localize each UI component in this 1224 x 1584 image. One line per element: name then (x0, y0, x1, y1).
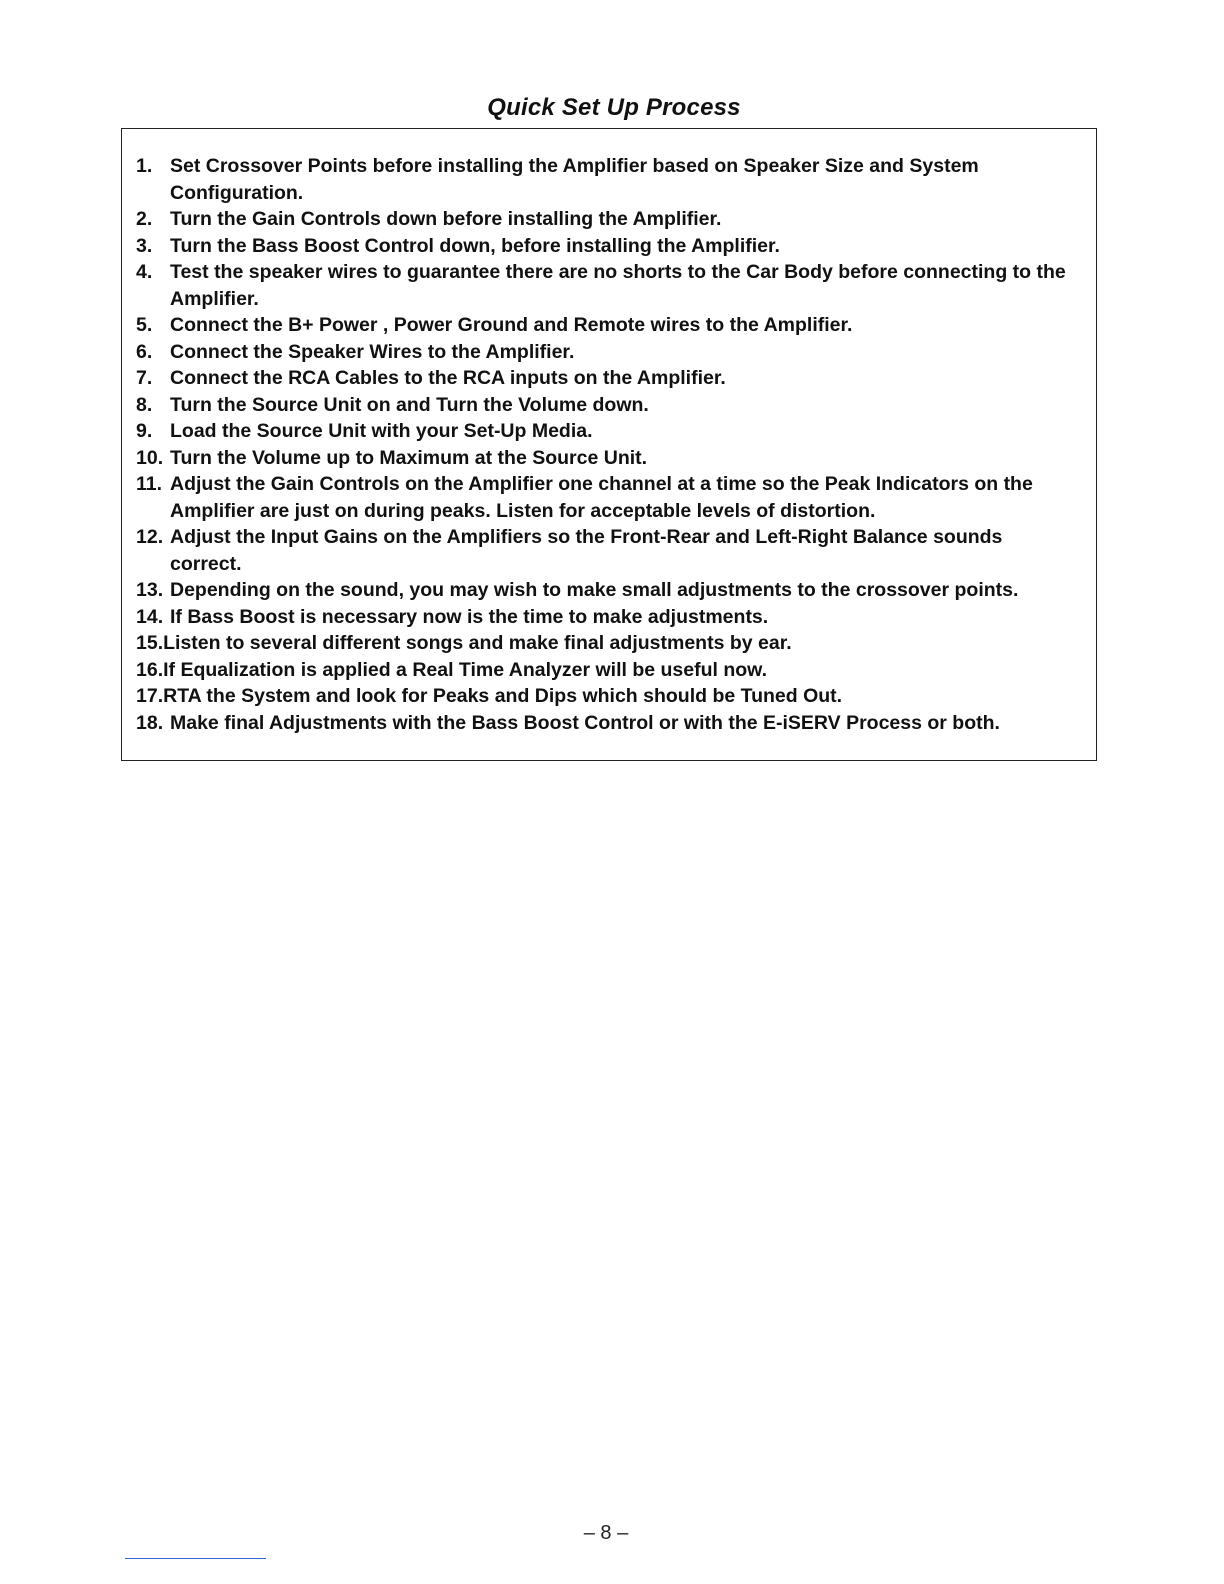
step-text: Turn the Bass Boost Control down, before installing the Amplifier. (170, 234, 780, 257)
step-number: 9. (136, 420, 153, 442)
step-text: Turn the Source Unit on and Turn the Volume down. (170, 393, 649, 416)
step-item (136, 604, 1076, 631)
step-item (136, 577, 1076, 604)
step-item (136, 365, 1076, 392)
step-item (136, 683, 1076, 710)
step-text: Make final Adjustments with the Bass Boost Control or with the E-iSERV Process or both. (170, 711, 1000, 734)
step-item (136, 233, 1076, 260)
steps-box (121, 128, 1097, 761)
step-item (136, 206, 1076, 233)
step-item (136, 710, 1076, 737)
step-item (136, 657, 1076, 684)
step-item (136, 392, 1076, 419)
step-number: 15. (136, 632, 164, 654)
step-number: 3. (136, 234, 153, 257)
footer-rule (125, 1558, 266, 1559)
step-number: 7. (136, 367, 153, 389)
step-number: 16. (136, 658, 164, 681)
step-number: 2. (136, 208, 153, 230)
step-item (136, 630, 1076, 657)
step-text: Test the speaker wires to guarantee there are no shorts to the Car Body before connecting to the Amplifier. (170, 261, 1066, 310)
step-text: Turn the Volume up to Maximum at the Source Unit. (170, 446, 648, 469)
step-number: 8. (136, 393, 153, 416)
step-number: 5. (136, 314, 153, 336)
step-item (136, 471, 1076, 524)
step-text: RTA the System and look for Peaks and Dips which should be Tuned Out. (163, 685, 843, 707)
step-text: Adjust the Gain Controls on the Amplifier one channel at a time so the Peak Indicators on the Amplifier are just on during peaks. Listen for acceptable levels of distortion. (170, 473, 1033, 522)
step-text: Adjust the Input Gains on the Amplifiers so the Front-Rear and Left-Right Balance sounds correct. (170, 526, 1003, 575)
step-text: Load the Source Unit with your Set-Up Media. (170, 420, 593, 442)
step-item (136, 339, 1076, 366)
step-number: 14. (136, 605, 164, 628)
step-text: Connect the Speaker Wires to the Amplifier. (170, 340, 575, 363)
step-text: If Bass Boost is necessary now is the time to make adjustments. (170, 605, 769, 628)
step-item (136, 312, 1076, 339)
page-title: Quick Set Up Process (487, 94, 741, 122)
step-item (136, 418, 1076, 445)
step-number: 4. (136, 261, 153, 283)
step-text: Depending on the sound, you may wish to make small adjustments to the crossover points. (170, 579, 1019, 601)
step-number: 13. (136, 579, 164, 601)
step-text: Turn the Gain Controls down before installing the Amplifier. (170, 208, 722, 230)
step-text: Connect the RCA Cables to the RCA inputs on the Amplifier. (170, 367, 726, 389)
step-text: Connect the B+ Power , Power Ground and Remote wires to the Amplifier. (170, 314, 853, 336)
step-number: 11. (136, 473, 163, 495)
step-text: Listen to several different songs and make final adjustments by ear. (163, 632, 792, 654)
step-item (136, 524, 1076, 577)
step-number: 17. (136, 685, 164, 707)
step-item (136, 153, 1076, 206)
step-number: 12. (136, 526, 164, 548)
step-number: 1. (136, 155, 153, 177)
step-number: 18. (136, 711, 164, 734)
step-number: 6. (136, 340, 153, 363)
step-text: If Equalization is applied a Real Time Analyzer will be useful now. (163, 658, 768, 681)
step-text: Set Crossover Points before installing the Amplifier based on Speaker Size and System Configuration. (170, 155, 979, 204)
page-number: – 8 – (583, 1522, 629, 1544)
step-number: 10. (136, 446, 164, 469)
step-item (136, 445, 1076, 472)
step-item (136, 259, 1076, 312)
step-list (136, 153, 1076, 736)
